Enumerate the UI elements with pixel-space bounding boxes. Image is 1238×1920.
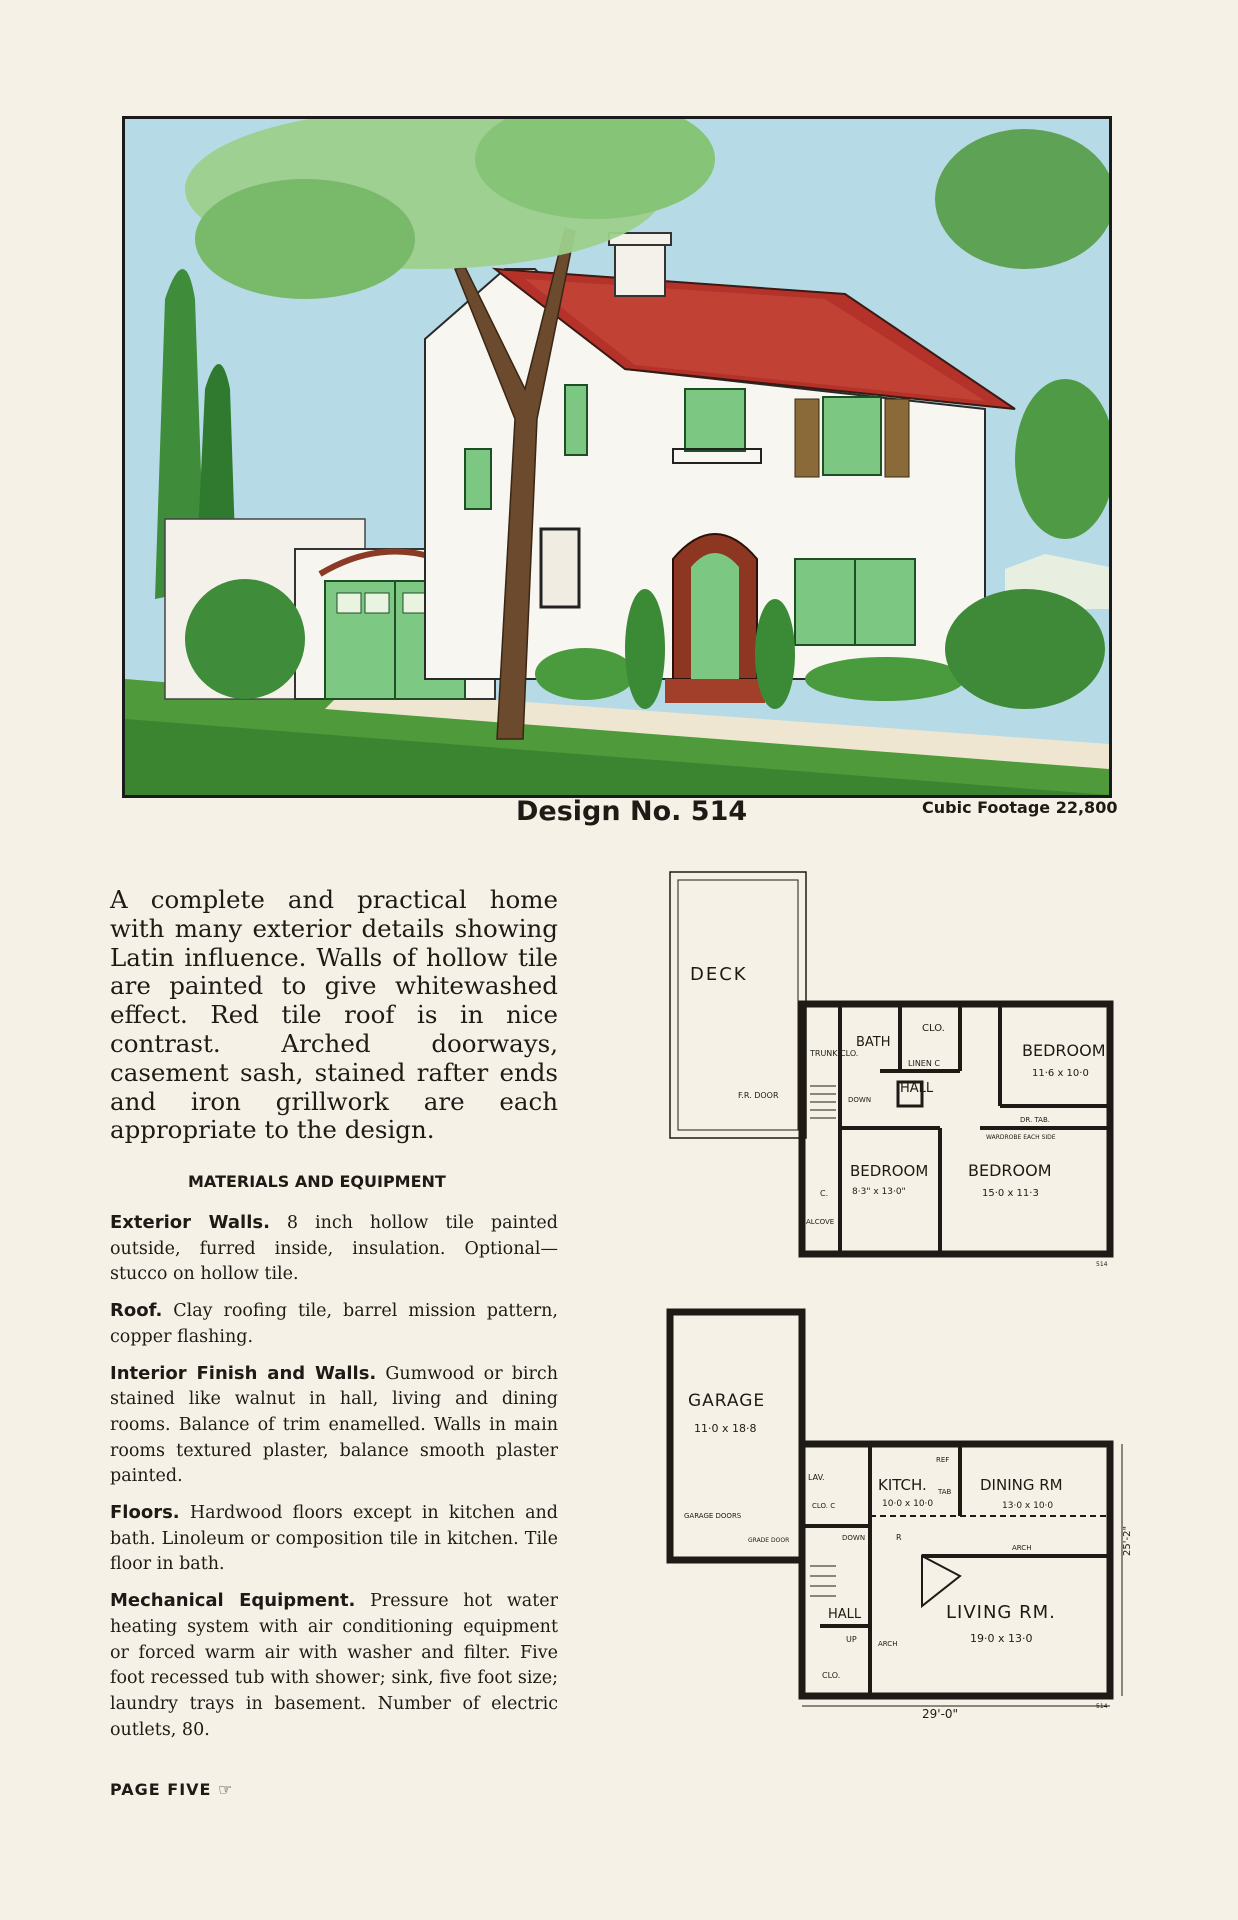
up-label: UP bbox=[846, 1635, 857, 1644]
lower-plan-number: 514 bbox=[1096, 1703, 1108, 1710]
bedroom-2-size: 8·3" x 13·0" bbox=[852, 1187, 906, 1197]
spec-mechanical: Mechanical Equipment. Pressure hot water heating system with air conditioning equipment or forced warm air with washer and filter. Five foot recessed tub with shower; sink, five foot size; laundry trays in basement. Number of electric outlets, 80. bbox=[110, 1590, 558, 1740]
alcove-label: ALCOVE bbox=[806, 1218, 835, 1226]
bedroom-1-size: 11·6 x 10·0 bbox=[1032, 1068, 1089, 1079]
bedroom-3-size: 15·0 x 11·3 bbox=[982, 1188, 1039, 1199]
page-footer: PAGE FIVE ☞ bbox=[110, 1780, 234, 1799]
design-title: Design No. 514 bbox=[516, 796, 748, 827]
table-label: TAB bbox=[938, 1488, 952, 1496]
lower-closet-label: CLO. bbox=[822, 1671, 841, 1680]
fr-door-label: F.R. DOOR bbox=[738, 1091, 779, 1100]
spec-floors: Floors. Hardwood floors except in kitchen and bath. Linoleum or composition tile in kitchen. Tile floor in bath. bbox=[110, 1502, 558, 1575]
linen-closet-label: LINEN C bbox=[908, 1059, 940, 1068]
spec-interior-finish: Interior Finish and Walls. Gumwood or birch stained like walnut in hall, living and dining rooms. Balance of trim enamelled. Walls in main rooms textured plaster, balance smooth plaster painted. bbox=[110, 1362, 558, 1487]
width-dimension: 29'-0" bbox=[922, 1707, 959, 1721]
bedroom-2-label: BEDROOM bbox=[850, 1162, 929, 1180]
lower-hall-label: HALL bbox=[828, 1607, 862, 1622]
living-room-size: 19·0 x 13·0 bbox=[970, 1632, 1033, 1645]
cubic-footage: Cubic Footage 22,800 bbox=[922, 798, 1118, 817]
dining-room-label: DINING RM bbox=[980, 1476, 1063, 1494]
refrigerator-label: REF bbox=[936, 1456, 950, 1464]
spec-exterior-walls: Exterior Walls. 8 inch hollow tile painted outside, furred inside, insulation. Optional—stucco on hollow tile. bbox=[110, 1212, 558, 1285]
upper-plan-number: 514 bbox=[1096, 1261, 1108, 1268]
kitchen-size: 10·0 x 10·0 bbox=[882, 1499, 934, 1509]
pointing-hand-icon: ☞ bbox=[218, 1780, 234, 1799]
upper-hall-label: HALL bbox=[900, 1081, 934, 1096]
bedroom-1-label: BEDROOM bbox=[1022, 1041, 1106, 1060]
lower-down-label: DOWN bbox=[842, 1534, 866, 1542]
dining-arch-label: ARCH bbox=[1012, 1544, 1032, 1552]
trunk-closet-label: TRUNK CLO. bbox=[810, 1049, 859, 1058]
range-label: R bbox=[896, 1533, 902, 1542]
lavatory-label: LAV. bbox=[808, 1473, 825, 1482]
garage-label: GARAGE bbox=[688, 1391, 766, 1411]
upper-down-label: DOWN bbox=[848, 1096, 872, 1104]
alcove-closet-label: C. bbox=[820, 1189, 829, 1198]
intro-paragraph: A complete and practical home with many exterior details showing Latin influence. Walls of hollow tile are painted to give whitewashed effect. Red tile roof is in nice contrast. Arched doorways, casement sash, stained rafter ends and iron grillwork are each appropriate to the design. bbox=[110, 885, 558, 1145]
spec-roof: Roof. Clay roofing tile, barrel mission pattern, copper flashing. bbox=[110, 1300, 558, 1347]
floor-plans bbox=[660, 866, 1140, 1726]
garage-size: 11·0 x 18·8 bbox=[694, 1422, 757, 1435]
depth-dimension: 25'-2" bbox=[1122, 1525, 1133, 1556]
upper-closet-label: CLO. bbox=[922, 1023, 945, 1034]
bedroom-3-label: BEDROOM bbox=[968, 1161, 1052, 1180]
lower-closet-c-label: CLO. C bbox=[812, 1502, 836, 1510]
bath-label: BATH bbox=[856, 1035, 891, 1050]
materials-heading: MATERIALS AND EQUIPMENT bbox=[188, 1172, 446, 1191]
garage-doors-label: GARAGE DOORS bbox=[684, 1512, 742, 1520]
wardrobe-label: WARDROBE EACH SIDE bbox=[986, 1134, 1056, 1141]
house-illustration bbox=[122, 116, 1112, 798]
dining-room-size: 13·0 x 10·0 bbox=[1002, 1501, 1054, 1511]
living-arch-label: ARCH bbox=[878, 1640, 898, 1648]
materials-list bbox=[110, 1210, 558, 1753]
grade-door-label: GRADE DOOR bbox=[748, 1537, 790, 1544]
living-room-label: LIVING RM. bbox=[946, 1602, 1056, 1623]
floor-plan-drawing bbox=[660, 866, 1140, 1726]
dressing-table-label: DR. TAB. bbox=[1020, 1116, 1051, 1124]
deck-label: DECK bbox=[690, 964, 748, 985]
house-drawing bbox=[125, 119, 1109, 795]
kitchen-label: KITCH. bbox=[878, 1476, 927, 1494]
